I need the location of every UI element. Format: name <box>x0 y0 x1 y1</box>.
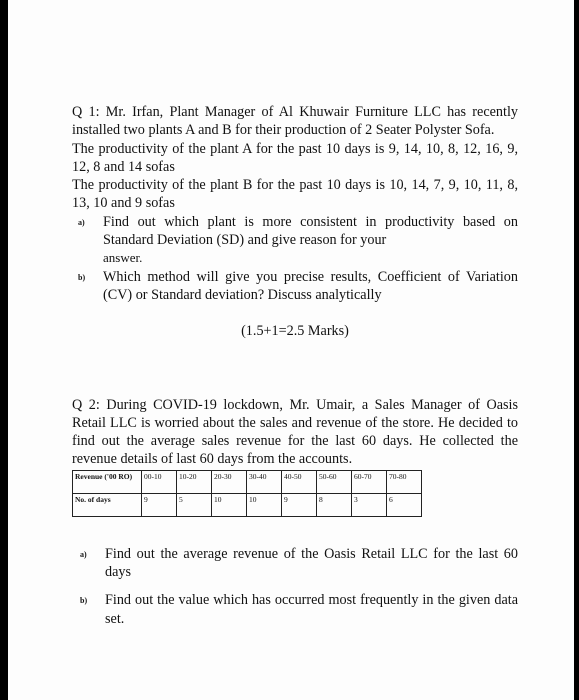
table-cell: 8 <box>317 493 352 516</box>
q2-intro: Q 2: During COVID-19 lockdown, Mr. Umair, a Sales Manager of Oasis Retail LLC is worried about the sales and revenue of the store. He decided to find out the average sales revenue for the last 60 days. He collected the revenue details of last 60 days from the accounts. <box>72 396 518 468</box>
table-cell: 20-30 <box>212 470 247 493</box>
table-cell: 9 <box>282 493 317 516</box>
table-cell: 10 <box>212 493 247 516</box>
q2-part-b-text: Find out the value which has occurred most frequently in the given data set. <box>105 592 518 627</box>
q1-part-b-marker: b) <box>78 272 86 282</box>
q2-part-a-marker: a) <box>80 549 87 559</box>
q1-part-a-marker: a) <box>78 217 85 227</box>
table-cell: 30-40 <box>247 470 282 493</box>
table-header-label: Revenue ('00 RO) <box>73 470 142 493</box>
document-page <box>8 0 574 700</box>
q1-part-b-text: Which method will give you precise results, Coefficient of Variation (CV) or Standard deviation? Discuss analytically <box>103 268 518 303</box>
q1-part-a-text: Find out which plant is more consistent in productivity based on Standard Deviation (SD) and give reason for your <box>103 213 518 249</box>
table-cell: 10-20 <box>177 470 212 493</box>
q1-part-b <box>78 268 518 305</box>
q2-part-a-text: Find out the average revenue of the Oasis Retail LLC for the last 60 days <box>105 545 518 581</box>
table-row-label: No. of days <box>73 493 142 516</box>
q1-intro: Q 1: Mr. Irfan, Plant Manager of Al Khuwair Furniture LLC has recently installed two plants A and B for their production of 2 Seater Polyster Sofa. <box>72 104 518 139</box>
question-content <box>72 103 518 628</box>
table-row <box>73 470 422 493</box>
table-cell: 00-10 <box>142 470 177 493</box>
q1-plant-b: The productivity of the plant B for the past 10 days is 10, 14, 7, 9, 10, 11, 8, 13, 10 and 9 sofas <box>72 177 518 212</box>
table-cell: 70-80 <box>387 470 422 493</box>
revenue-table <box>72 470 422 517</box>
table-cell: 10 <box>247 493 282 516</box>
table-row <box>73 493 422 516</box>
q1-plant-a: The productivity of the plant A for the past 10 days is 9, 14, 10, 8, 12, 16, 9, 12, 8 and 14 sofas <box>72 140 518 175</box>
q2-part-b <box>80 591 518 628</box>
q1-marks: (1.5+1=2.5 Marks) <box>241 323 349 340</box>
table-cell: 5 <box>177 493 212 516</box>
q1-part-a <box>78 213 518 268</box>
table-cell: 60-70 <box>352 470 387 493</box>
table-cell: 3 <box>352 493 387 516</box>
table-cell: 9 <box>142 493 177 516</box>
q1-part-a-text-tail: answer. <box>103 250 143 266</box>
q2-part-b-marker: b) <box>80 596 88 606</box>
table-cell: 40-50 <box>282 470 317 493</box>
table-cell: 6 <box>387 493 422 516</box>
q2-part-a <box>80 545 518 582</box>
q2-parts <box>72 545 518 628</box>
table-cell: 50-60 <box>317 470 352 493</box>
